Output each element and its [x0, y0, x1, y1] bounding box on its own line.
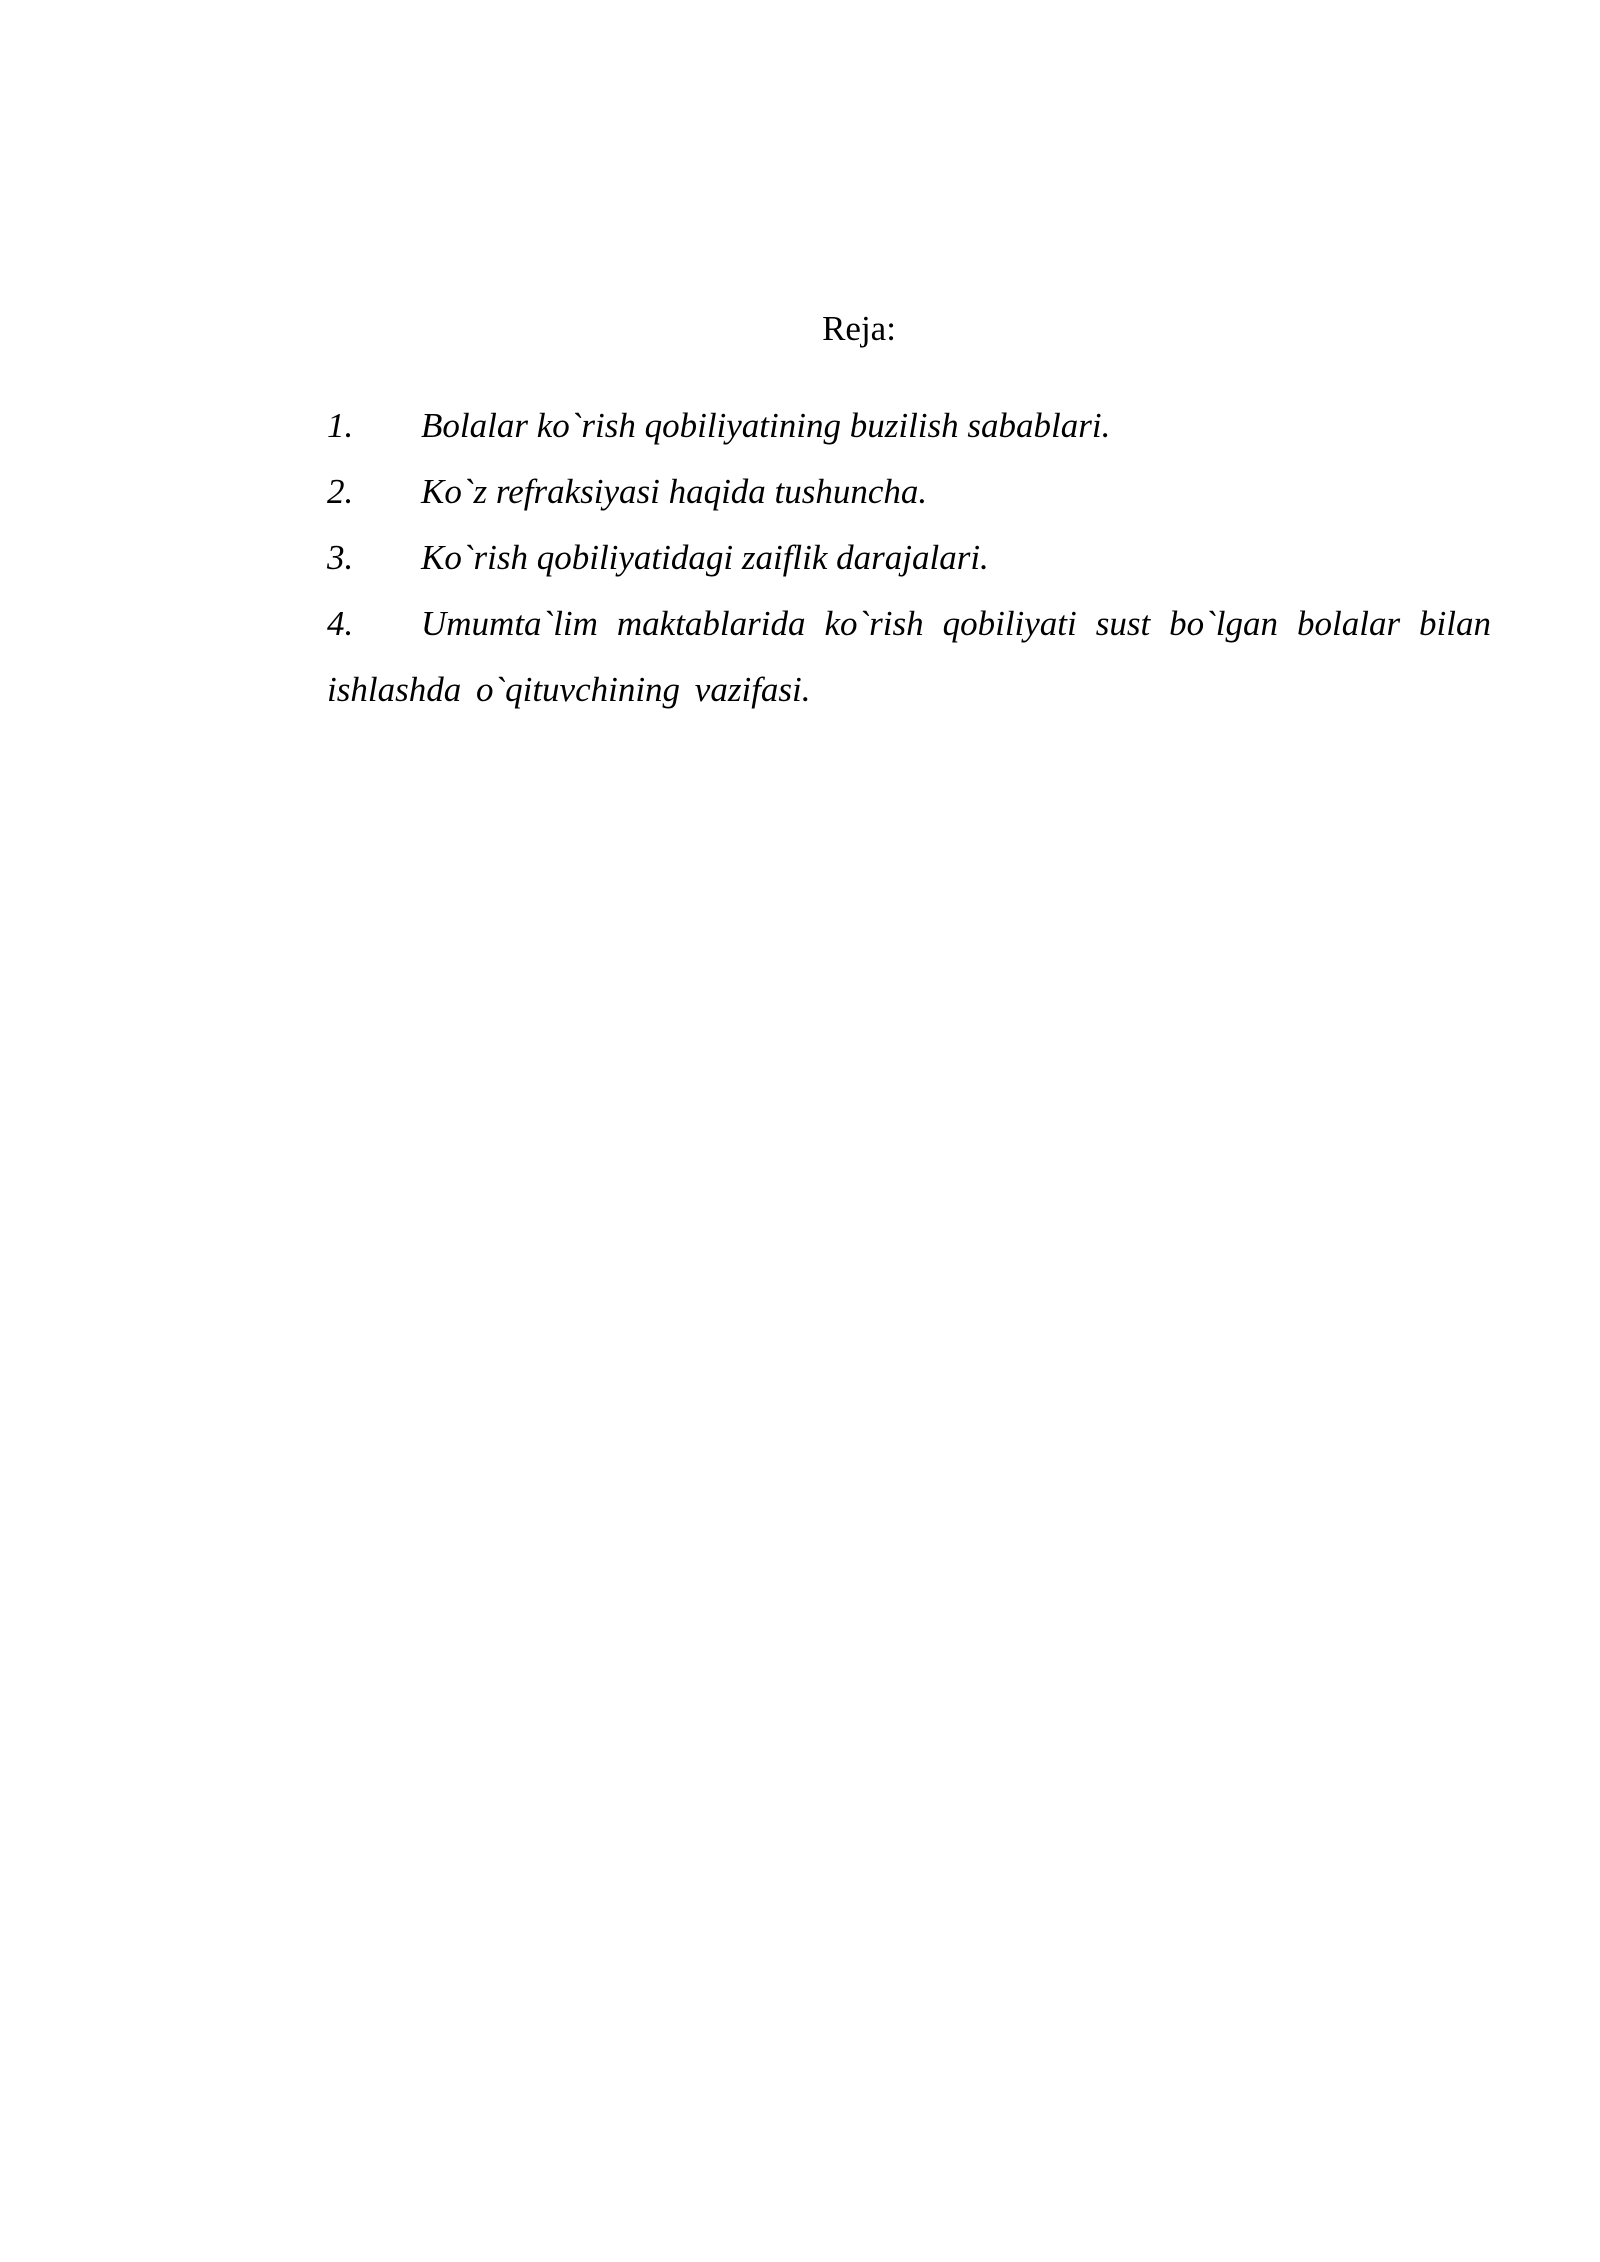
plan-item-3	[327, 525, 1491, 591]
plan-item-1	[327, 393, 1491, 459]
plan-item-text: Bolalar ko`rish qobiliyatining buzilish sabablari.	[421, 406, 1111, 445]
plan-item-2	[327, 459, 1491, 525]
plan-title: Reja:	[822, 309, 896, 348]
plan-item-text: Umumta`lim maktablarida ko`rish qobiliyati sust bo`lgan bolalar bilan ishlashda o`qituvchining vazifasi.	[327, 604, 1491, 709]
plan-item-number: 4.	[327, 604, 354, 643]
plan-item-number: 2.	[327, 472, 354, 511]
plan-item-number: 1.	[327, 406, 354, 445]
plan-item-text: Ko`rish qobiliyatidagi zaiflik darajalari.	[421, 538, 989, 577]
plan-item-number: 3.	[327, 538, 354, 577]
plan-item-text: Ko`z refraksiyasi haqida tushuncha.	[421, 472, 928, 511]
plan-item-4	[327, 591, 1491, 723]
plan-list	[327, 393, 1491, 723]
